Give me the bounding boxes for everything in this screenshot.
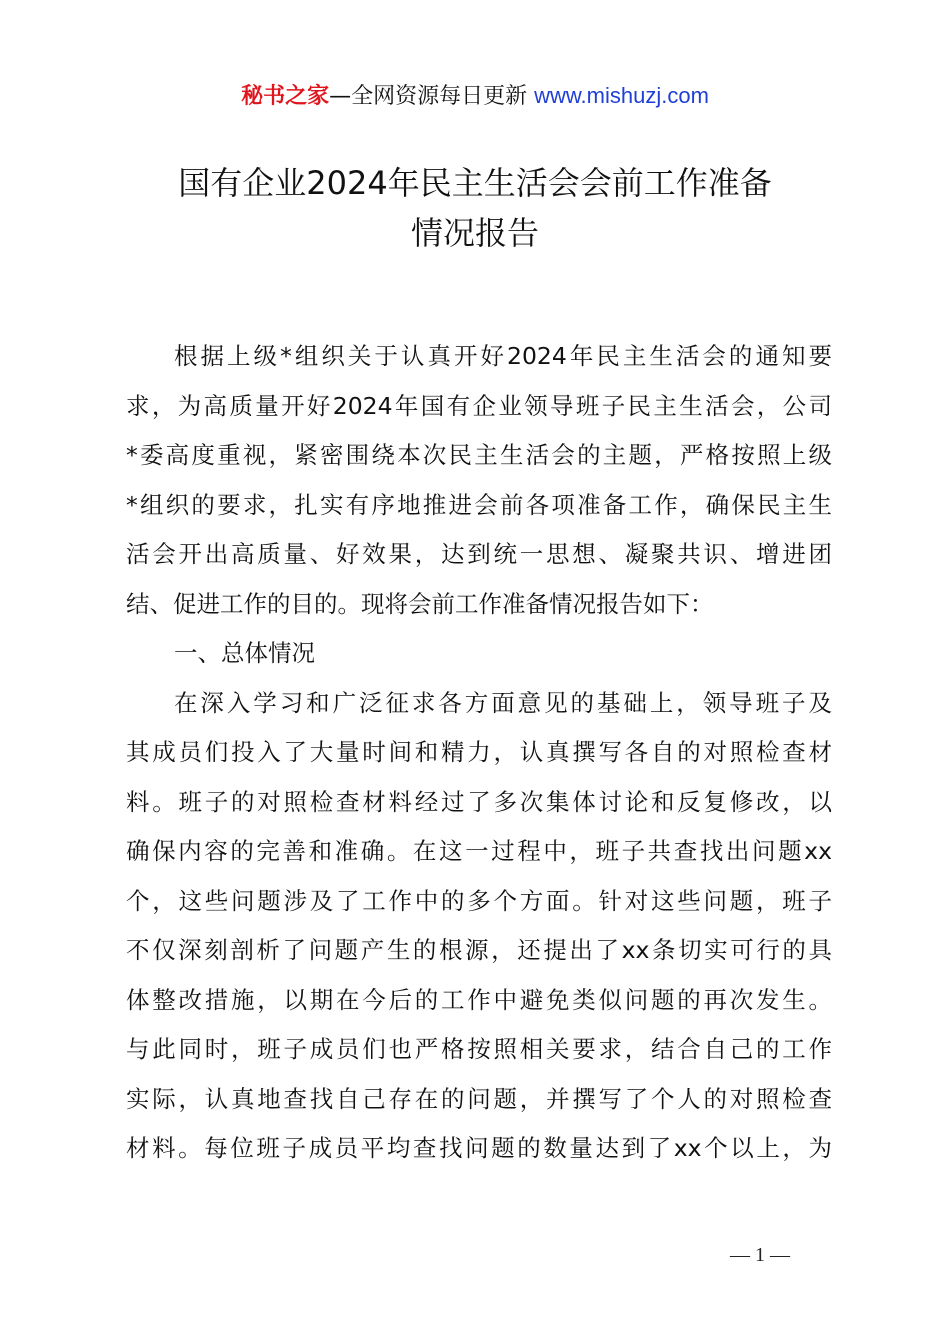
- text-line: *委高度重视，紧密围绕本次民主生活会的主题，严格按照上级: [126, 441, 832, 469]
- document-title: [100, 158, 850, 258]
- title-line-2: 情况报告: [410, 214, 539, 252]
- text-line: 在深入学习和广泛征求各方面意见的基础上，领导班子及: [174, 688, 832, 717]
- text-line: 求，为高质量开好2024年国有企业领导班子民主生活会，公司: [126, 391, 832, 420]
- text-line: 活会开出高质量、好效果，达到统一思想、凝聚共识、增进团: [126, 540, 832, 568]
- text-line: 与此同时，班子成员们也严格按照相关要求，结合自己的工作: [126, 1035, 832, 1063]
- text-line: *组织的要求，扎实有序地推进会前各项准备工作，确保民主生: [126, 490, 832, 519]
- site-header: [0, 80, 950, 113]
- text-line: 料。班子的对照检查材料经过了多次集体讨论和反复修改，以: [126, 787, 832, 816]
- text-line: 确保内容的完善和准确。在这一过程中，班子共查找出问题xx: [126, 837, 832, 865]
- text-line: 其成员们投入了大量时间和精力，认真撰写各自的对照检查材: [126, 738, 832, 766]
- page-number: — 1 —: [730, 1244, 790, 1266]
- site-url[interactable]: www.mishuzj.com: [534, 83, 709, 108]
- brand-name: 秘书之家: [241, 84, 330, 109]
- text-line: 不仅深刻剖析了问题产生的根源，还提出了xx条切实可行的具: [126, 936, 832, 964]
- text-line: 根据上级*组织关于认真开好2024年民主生活会的通知要: [174, 342, 832, 370]
- text-line: 实际，认真地查找自己存在的问题，并撰写了个人的对照检查: [126, 1084, 832, 1113]
- title-line-1: 国有企业2024年民主生活会会前工作准备: [178, 164, 772, 202]
- section-heading: [126, 629, 832, 679]
- header-slogan: —全网资源每日更新: [329, 84, 528, 109]
- paragraph-overview: [126, 679, 832, 1174]
- text-line: 个，这些问题涉及了工作中的多个方面。针对这些问题，班子: [126, 886, 832, 915]
- text-line: 体整改措施，以期在今后的工作中避免类似问题的再次发生。: [126, 985, 832, 1014]
- document-body: [126, 332, 832, 1174]
- text-line: 材料。每位班子成员平均查找问题的数量达到了xx个以上，为: [126, 1134, 832, 1162]
- paragraph-intro: [126, 332, 832, 629]
- text-line: 结、促进工作的目的。现将会前工作准备情况报告如下：: [126, 589, 714, 618]
- heading-text: 一、总体情况: [174, 639, 315, 667]
